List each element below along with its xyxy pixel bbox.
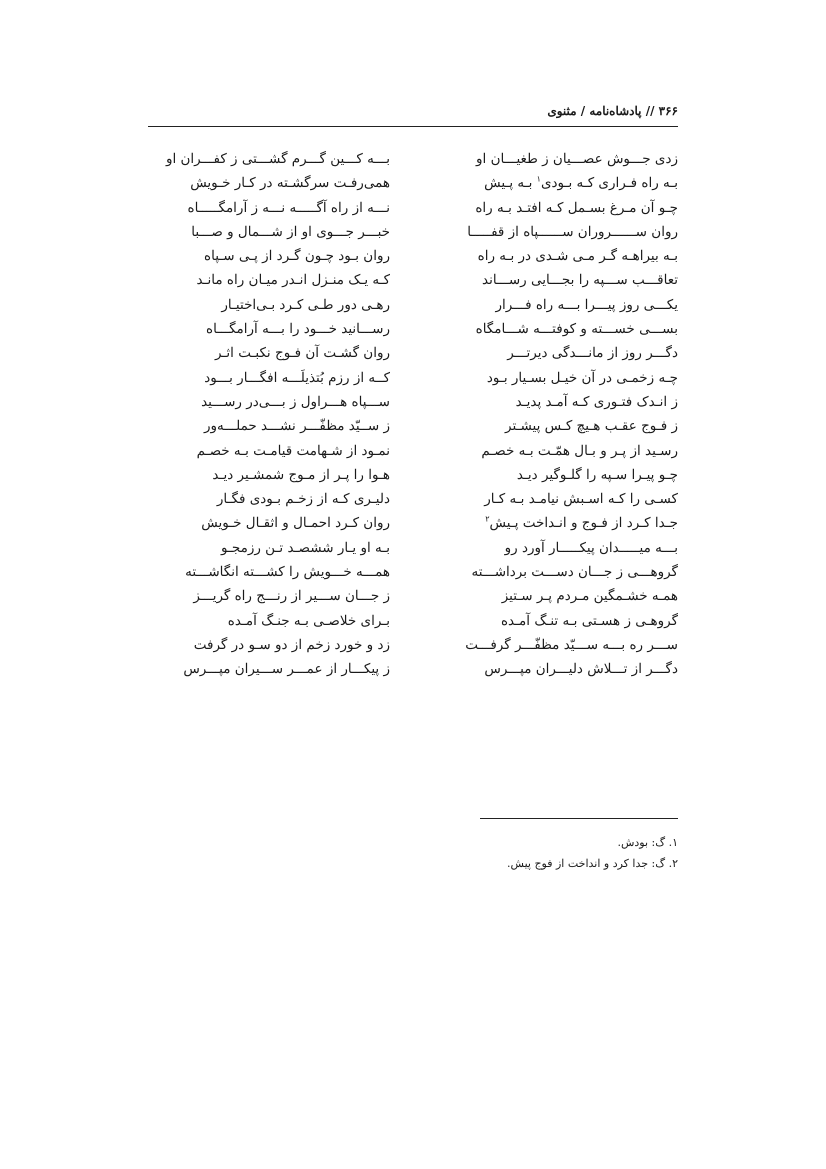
hemistich-second: روان بـود چـون گـرد از پـی سـپاه: [204, 248, 390, 265]
hemistich-first: چـو پیـرا سـپه را گلـوگیر دیـد: [516, 466, 678, 483]
hemistich-second: ز ســیّد مظفّـــر نشـــد حملـــه‌ور: [203, 418, 390, 435]
footnote-ref: ۱: [536, 174, 541, 184]
hemistich-first: ســـر ره بـــه ســـیّد مظفّـــر گرفـــت: [465, 636, 678, 653]
hemistich-second: کــه از رزم بُتذیلَـــه افگـــار بـــود: [204, 369, 390, 386]
hemistich-first: دگـــر روز از مانـــدگی دیرتـــر: [507, 345, 678, 362]
hemistich-first: بســـی خســـته و کوفتـــه شـــامگاه: [475, 321, 678, 338]
hemistich-second: روان گشـت آن فـوج نکبـت اثـر: [214, 345, 390, 362]
hemistich-second: زد و خورد زخم از دو سـو در گرفت: [193, 636, 390, 653]
hemistich-first: گروهـــی ز جـــان دســـت برداشـــته: [471, 564, 678, 581]
hemistich-second: همی‌رفـت سرگشـته در کـار خـویش: [190, 175, 390, 192]
couplet: [148, 560, 678, 584]
couplet: [148, 220, 678, 244]
couplet: [148, 487, 678, 511]
hemistich-first: چـو آن مـرغ بسـمل کـه افتـد بـه راه: [475, 199, 678, 216]
couplet: [148, 147, 678, 171]
hemistich-first: [436, 171, 678, 195]
couplet: [148, 414, 678, 438]
couplet: [148, 511, 678, 535]
hemistich-first: بـــه میـــــدان پیکـــــار آورد رو: [504, 539, 678, 556]
couplet: [148, 633, 678, 657]
hemistich-first: زدی جـــوش عصـــیان ز طغیـــان او: [476, 151, 678, 167]
hemistich-second: هـوا را پـر از مـوج شمشـیر دیـد: [212, 466, 390, 483]
hemistich-first: ز انـدک فتـوری کـه آمـد پدیـد: [515, 393, 678, 410]
hemistich-second: بـه او یـار ششصـد تـن رزمجـو: [220, 539, 390, 556]
couplet: [148, 390, 678, 414]
couplet: [148, 657, 678, 681]
couplet: [148, 196, 678, 220]
hemistich-second: همـــه خـــویش را کشـــته انگاشـــته: [185, 564, 390, 581]
couplet: [148, 244, 678, 268]
hemistich-first: یکـــی روز پیـــرا بـــه راه فـــرار: [495, 296, 678, 313]
hemistich-second: رهـی دور طـی کـرد بـی‌اختیـار: [221, 296, 390, 313]
hemistich-second: ز پیکـــار از عمـــر ســـیران مپـــرس: [183, 661, 390, 678]
hemistich-second: خبـــر جـــوی او از شـــمال و صـــبا: [191, 223, 390, 240]
footnote: ۱. گ: بودش.: [617, 836, 678, 849]
hemistich-second: ز جـــان ســـیر از رنـــج راه گریـــز: [193, 588, 390, 605]
hemistich-first: کسـی را کـه اسـبش نیامـد بـه کـار: [484, 491, 678, 508]
hemistich-second: ســـپاه هـــراول ز بـــی‌در رســـید: [201, 393, 390, 410]
couplet: [148, 609, 678, 633]
hemistich-second: نـــه از راه آگـــــه نـــه ز آرامگـــــاه: [187, 199, 390, 216]
couplet: [148, 536, 678, 560]
running-header: ۳۶۶ // پادشاه‌نامه / مثنوی: [547, 104, 678, 118]
hemistich-first: بـه بیراهـه گـر مـی شـدی در بـه راه: [477, 248, 678, 265]
couplet: [148, 268, 678, 292]
hemistich-first: همـه خشـمگین مـردم پـر سـتیز: [501, 588, 678, 605]
poem-body: [148, 147, 678, 682]
footnote-ref: ۲: [485, 514, 490, 524]
couplet: [148, 317, 678, 341]
hemistich-text: بـه راه فـراری کـه بـودی: [540, 175, 678, 192]
hemistich-text-after: بـه پـیش: [484, 175, 537, 192]
footnote: ۲. گ: جدا کرد و انداخت از فوج پیش.: [507, 857, 678, 870]
hemistich-first: ز فـوج عقـب هـیچ کـس پیشـتر: [505, 418, 678, 435]
hemistich-second: نمـود از شـهامت قیامـت بـه خصـم: [196, 442, 390, 459]
footnote-rule: [480, 818, 678, 819]
hemistich-second: بـرای خلاصـی بـه جنـگ آمـده: [227, 612, 390, 629]
hemistich-second: کـه یـک منـزل انـدر میـان راه مانـد: [196, 272, 390, 289]
couplet: [148, 171, 678, 195]
hemistich-second: دلیـری کـه از زخـم بـودی فگـار: [216, 491, 390, 508]
hemistich-first: گروهـی ز هسـتی بـه تنـگ آمـده: [500, 612, 678, 629]
couplet: [148, 293, 678, 317]
hemistich-first: تعاقـــب ســـپه را بجـــایی رســـاند: [482, 272, 678, 289]
hemistich-text: جـدا کـرد از فـوج و انـداخت پـیش: [489, 515, 678, 532]
hemistich-first: رسـید از پـر و بـال همّـت بـه خصـم: [481, 442, 678, 459]
hemistich-first: چـه زخمـی در آن خیـل بسـیار بـود: [486, 369, 678, 386]
header-rule: [148, 126, 678, 127]
couplet: [148, 584, 678, 608]
hemistich-first: [436, 511, 678, 535]
hemistich-first: روان ســــــروران ســــــپاه از قفـــــا: [467, 223, 678, 240]
hemistich-second: بـــه کـــین گـــرم گشـــتی ز کفـــران او: [165, 151, 390, 167]
footnotes: [278, 832, 678, 874]
hemistich-second: روان کـرد احمـال و اثقـال خـویش: [201, 515, 390, 532]
couplet: [148, 366, 678, 390]
couplet: [148, 463, 678, 487]
couplet: [148, 439, 678, 463]
hemistich-first: دگـــر از تـــلاش دلیـــران مپـــرس: [484, 661, 678, 678]
couplet: [148, 341, 678, 365]
hemistich-second: رســـانید خـــود را بـــه آرامگـــاه: [206, 321, 390, 338]
